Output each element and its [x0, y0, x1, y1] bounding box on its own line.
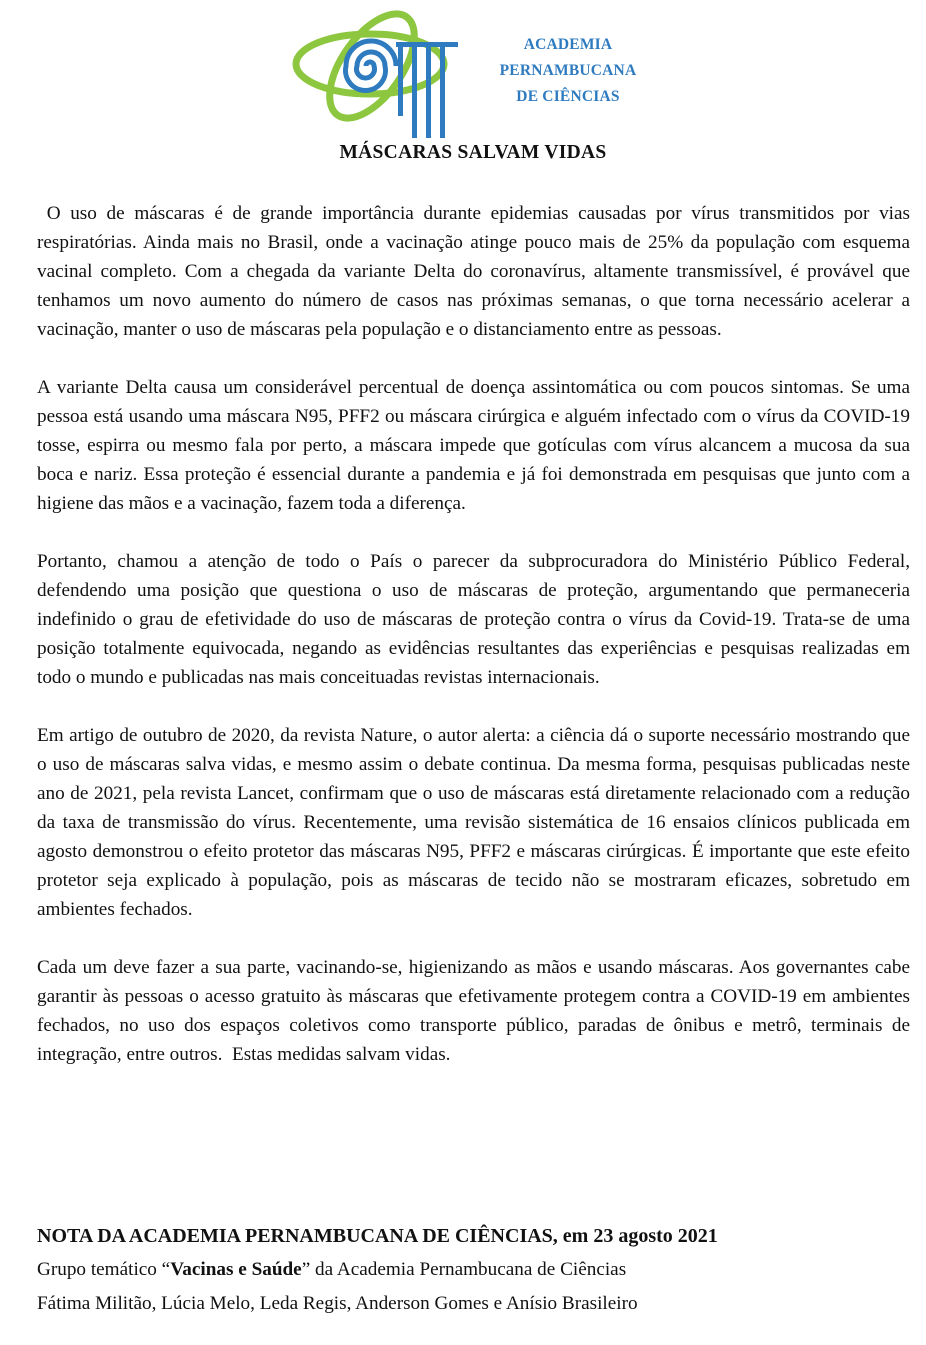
paragraph-1: O uso de máscaras é de grande importância durante epidemias causadas por vírus transmitidos por vias respiratórias. Ainda mais no Brasil, onde a vacinação atinge pouco mais de 25% da população com esquema vacinal completo. Com a chegada da variante Delta do coronavírus, altamente transmissível, é provável que tenhamos um novo aumento do número de casos nas próximas semanas, o que torna necessário acelerar a vacinação, manter o uso de máscaras pela população e o distanciamento entre as pessoas. — [37, 203, 915, 340]
paragraph-5: Cada um deve fazer a sua parte, vacinando-se, higienizando as mãos e usando máscaras. Aos governantes cabe garantir às pessoas o acesso gratuito às máscaras que efetivamente protegem contra a COVID-19 em ambientes fechados, no uso dos espaços coletivos como transporte público, paradas de ônibus e metrô, terminais de integração, entre outros. Estas medidas salvam vidas. — [37, 957, 915, 1065]
logo-line-2: PERNAMBUCANA — [499, 62, 637, 79]
atom-logo-icon — [292, 2, 462, 140]
paragraph-2: A variante Delta causa um considerável percentual de doença assintomática ou com poucos sintomas. Se uma pessoa está usando uma máscara N95, PFF2 ou máscara cirúrgica e alguém infectado com o vírus da COVID-19 tosse, espirra ou mesmo fala por perto, a máscara impede que gotículas com vírus alcancem a mucosa da sua boca e nariz. Essa proteção é essencial durante a pandemia e já foi demonstrada em pesquisas que junto com a higiene das mãos e a vacinação, fazem toda a diferença. — [37, 377, 910, 514]
note-authors: Fátima Militão, Lúcia Melo, Leda Regis, Anderson Gomes e Anísio Brasileiro — [37, 1293, 638, 1314]
academy-logo — [292, 2, 672, 140]
logo-wordmark — [458, 32, 678, 110]
logo-line-3: DE CIÊNCIAS — [516, 88, 620, 105]
group-suffix: ” da Academia Pernambucana de Ciências — [301, 1259, 627, 1280]
group-name: Vacinas e Saúde — [170, 1259, 302, 1280]
paragraph-4: Em artigo de outubro de 2020, da revista Nature, o autor alerta: a ciência dá o suporte necessário mostrando que o uso de máscaras salva vidas, e mesmo assim o debate continua. Da mesma forma, pesquisas publicadas neste ano de 2021, pela revista Lancet, confirmam que o uso de máscaras está diretamente relacionado com a redução da taxa de transmissão do vírus. Recentemente, uma revisão sistemática de 16 ensaios clínicos publicada em agosto demonstrou o efeito protetor das máscaras N95, PFF2 e máscaras cirúrgicas. É importante que este efeito protetor seja explicado à população, pois as máscaras de tecido não se mostraram eficazes, sobretudo em ambientes fechados. — [37, 725, 910, 920]
document-title: MÁSCARAS SALVAM VIDAS — [339, 142, 607, 163]
logo-line-1: ACADEMIA — [523, 36, 613, 53]
document-body — [37, 199, 915, 1098]
note-group-line — [37, 1253, 917, 1287]
paragraph-3: Portanto, chamou a atenção de todo o País o parecer da subprocuradora do Ministério Público Federal, defendendo uma posição que questiona o uso de máscaras de proteção, argumentando que permaneceria indefinido o grau de efetividade do uso de máscaras de proteção contra o vírus da Covid-19. Trata-se de uma posição totalmente equivocada, negando as evidências resultantes das experiências e pesquisas realizadas em todo o mundo e publicadas nas mais conceituadas revistas internacionais. — [37, 551, 910, 688]
signature-note — [37, 1219, 917, 1321]
group-prefix: Grupo temático “ — [37, 1259, 171, 1280]
note-heading: NOTA DA ACADEMIA PERNAMBUCANA DE CIÊNCIAS, em 23 agosto 2021 — [37, 1225, 718, 1247]
